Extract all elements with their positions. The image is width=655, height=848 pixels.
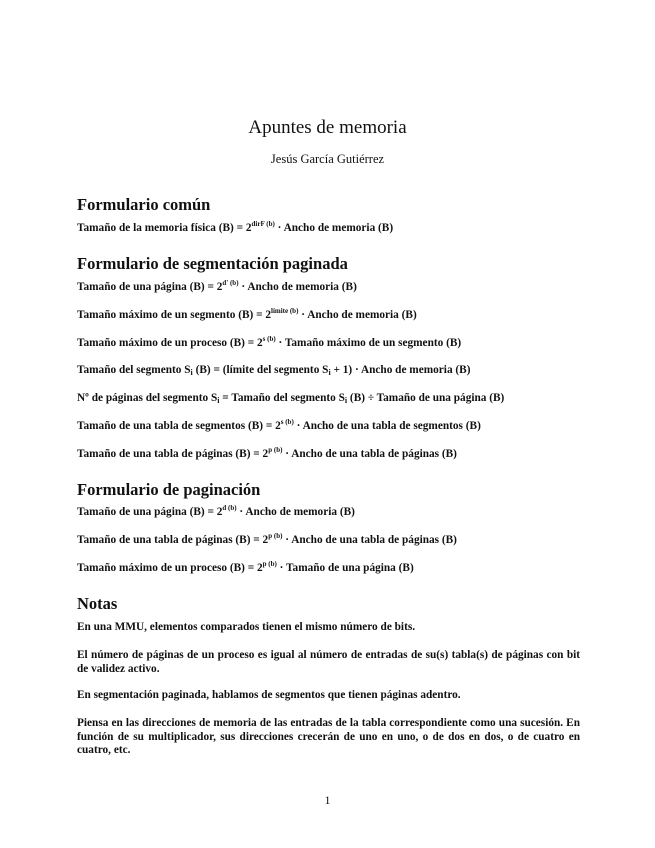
formula-tamano-segmento: Tamaño del segmento $S_i$ (B) = (límite del segmento $S_i + 1$) · Ancho de memoria (B) (77, 364, 471, 377)
formula-max-segmento: Tamaño máximo de un segmento $(B) = 2^{límite (b)}$ · Ancho de memoria (B) (77, 307, 417, 321)
page-number: 1 (324, 793, 331, 807)
formula-num-paginas-segmento: Nº de páginas del segmento $S_i$ = Tamaño del segmento $S_i$ (B) ÷ Tamaño de una página (B) (77, 392, 505, 405)
section-heading-segmentacion-paginada: Formulario de segmentación paginada (77, 254, 348, 273)
document-author: Jesús García Gutiérrez (270, 152, 385, 166)
formula-max-proceso-seg: Tamaño máximo de un proceso $(B) = 2^{s (b)}$ · Tamaño máximo de un segmento (B) (77, 335, 462, 349)
note-segmentacion: En segmentación paginada, hablamos de segmentos que tienen páginas adentro. (77, 689, 461, 701)
note-num-paginas: El número de páginas de un proceso es igual al número de entradas de su(s) tabla(s) de páginas con bit de validez activo. (77, 649, 580, 675)
formula-tamano-pagina-pag: Tamaño de una página $(B) = 2^{d (b)}$ · Ancho de memoria (B) (77, 504, 355, 518)
section-heading-comun: Formulario común (77, 195, 211, 214)
formula-tabla-segmentos: Tamaño de una tabla de segmentos $(B) = 2^{s (b)}$ · Ancho de una tabla de segmentos (B) (77, 418, 481, 432)
formula-memoria-fisica: Tamaño de la memoria física $(B) = 2^{dirF (b)}$ · Ancho de memoria (B) (77, 220, 394, 234)
section-heading-notas: Notas (77, 594, 118, 613)
document-title: Apuntes de memoria (248, 117, 407, 138)
formula-tamano-pagina: Tamaño de una página $(B) = 2^{d' (b)}$ · Ancho de memoria (B) (77, 279, 357, 293)
formula-tabla-paginas-seg: Tamaño de una tabla de páginas $(B) = 2^{p (b)}$ · Ancho de una tabla de páginas (B) (77, 446, 457, 460)
section-heading-paginacion: Formulario de paginación (77, 480, 261, 499)
note-direcciones: Piensa en las direcciones de memoria de las entradas de la tabla correspondiente como una sucesión. En función de su multiplicador, sus direcciones crecerán de uno en uno, o de dos en dos, o de cuatro en cuatro, etc. (77, 717, 580, 756)
note-mmu: En una MMU, elementos comparados tienen el mismo número de bits. (77, 621, 416, 633)
formula-tabla-paginas-pag: Tamaño de una tabla de páginas $(B) = 2^{p (b)}$ · Ancho de una tabla de páginas (B) (77, 532, 457, 546)
formula-max-proceso-pag: Tamaño máximo de un proceso $(B) = 2^{p (b)}$ · Tamaño de una página (B) (77, 560, 414, 574)
